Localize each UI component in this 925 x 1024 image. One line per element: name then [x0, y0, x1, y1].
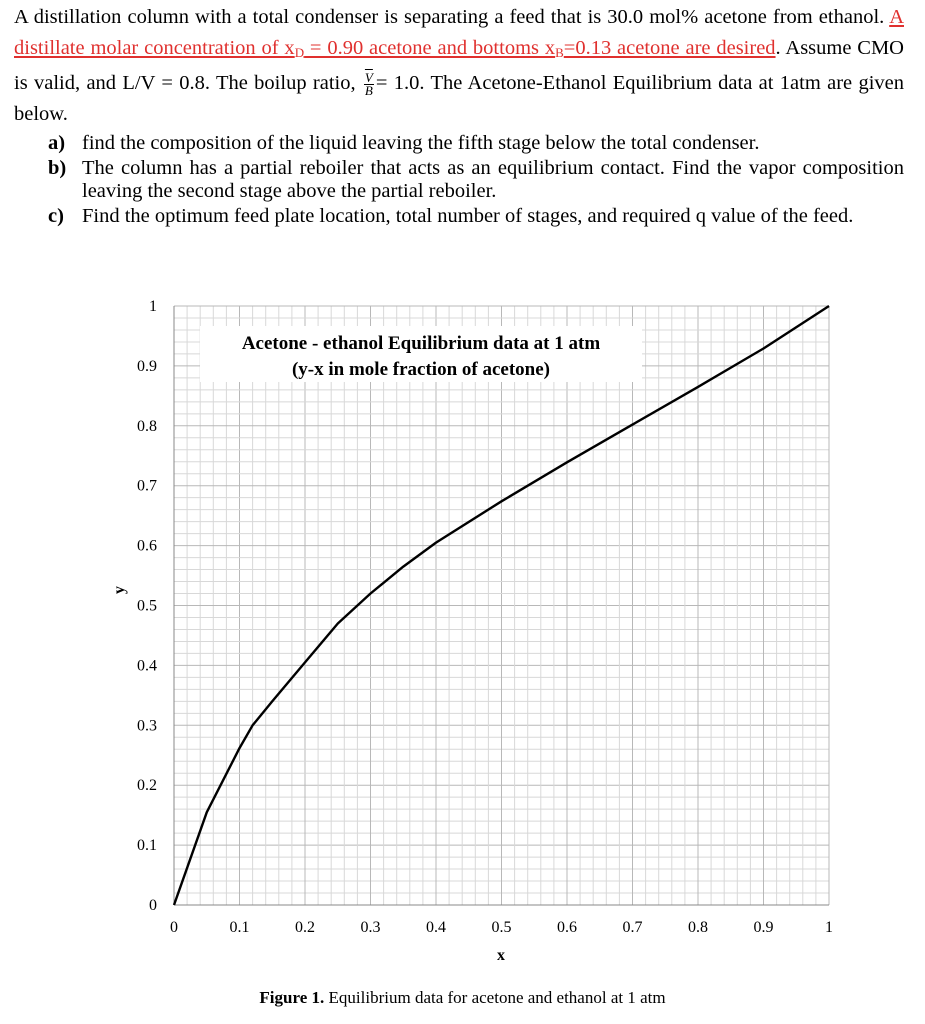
- red-text-1: A distillate molar concentration of x: [14, 6, 904, 59]
- x-tick-label: 0.2: [295, 919, 315, 936]
- chart-title: Acetone - ethanol Equilibrium data at 1 atm: [241, 333, 601, 354]
- y-tick-label: 0.3: [137, 717, 157, 735]
- x-tick-label: 0.7: [622, 919, 643, 936]
- red-text-2: = 0.90 acetone and bottoms x: [304, 37, 556, 59]
- fraction-numerator: $\overline{V}$: [364, 69, 373, 85]
- subscript-d: D: [294, 45, 305, 60]
- part-label: c): [48, 205, 64, 227]
- y-tick-label: 0.4: [137, 657, 157, 675]
- y-tick-label: 0.9: [137, 357, 157, 375]
- y-tick-label: 1: [149, 298, 157, 315]
- problem-intro-3: = 1.0. The Acetone-Ethanol Equilibrium data at 1atm are given below.: [14, 72, 904, 125]
- y-tick-label: 0.5: [137, 597, 157, 615]
- part-label: b): [48, 157, 67, 179]
- y-tick-label: 0.8: [137, 417, 157, 435]
- x-tick-label: 0.4: [426, 919, 446, 936]
- part-text: The column has a partial reboiler that acts as an equilibrium contact. Find the vapor composition leaving the second stage above the partial reboiler.: [82, 157, 904, 202]
- x-tick-label: 0.6: [557, 919, 577, 936]
- y-axis-label: y: [111, 586, 128, 594]
- x-tick-label: 0.9: [753, 919, 774, 936]
- part-label: a): [48, 132, 66, 154]
- red-text-3: =0.13 acetone are desired: [563, 37, 776, 59]
- x-tick-label: 0.1: [229, 919, 250, 936]
- y-tick-label: 0.7: [137, 477, 157, 495]
- x-tick-label: 0.8: [688, 919, 708, 936]
- x-axis-label: x: [497, 947, 505, 964]
- y-tick-label: 0.1: [137, 837, 157, 855]
- y-tick-label: 0.2: [137, 777, 157, 795]
- y-tick-label: 0: [149, 897, 157, 914]
- part-text: find the composition of the liquid leaving the fifth stage below the total condenser.: [82, 132, 760, 154]
- x-tick-label: 0.5: [491, 919, 512, 936]
- caption-text: Equilibrium data for acetone and ethanol at 1 atm: [324, 988, 666, 1007]
- problem-intro-1: A distillation column with a total condenser is separating a feed that is 30.0 mol% acetone from ethanol.: [14, 6, 890, 28]
- x-tick-label: 0: [170, 919, 178, 936]
- subscript-b: B: [555, 45, 564, 60]
- figure-caption: [0, 988, 925, 1008]
- fraction-denominator: B: [364, 82, 373, 98]
- chart-subtitle: (y-x in mole fraction of acetone): [291, 359, 551, 380]
- caption-label: Figure 1.: [259, 988, 325, 1007]
- y-tick-label: 0.6: [137, 537, 157, 555]
- x-tick-label: 1: [825, 919, 833, 936]
- x-tick-label: 0.3: [360, 919, 381, 936]
- part-text: Find the optimum feed plate location, total number of stages, and required q value of the feed.: [82, 205, 854, 227]
- problem-intro-2: . Assume CMO is valid, and L/V = 0.8. The boilup ratio,: [14, 37, 904, 94]
